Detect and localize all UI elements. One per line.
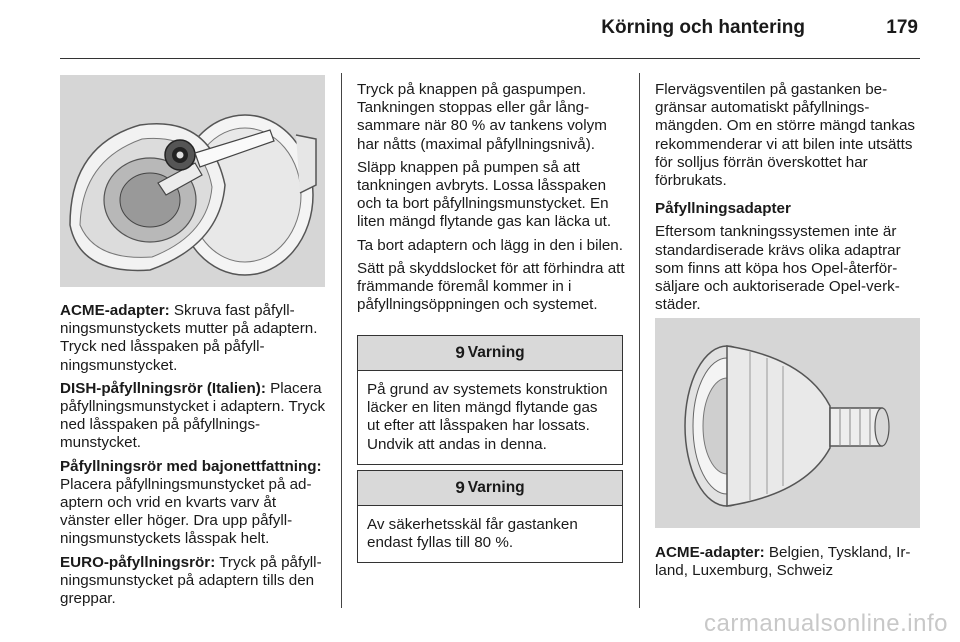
term-label: DISH-påfyllningsrör (Italien): xyxy=(60,379,266,397)
page-header-title: Körning och hantering xyxy=(601,17,805,38)
warning-header xyxy=(358,336,622,371)
fuel-filler-figure xyxy=(60,75,325,287)
paragraph-text: Tryck på påfyllningsmunstycket på adaptern tills den greppar. xyxy=(60,553,322,608)
column-left xyxy=(60,302,328,613)
warning-box xyxy=(357,335,623,465)
term-label: Påfyllningsrör med bajonettfattning: xyxy=(60,457,322,475)
paragraph: Ta bort adaptern och lägg in den i bilen. xyxy=(357,236,623,254)
paragraph xyxy=(60,554,328,609)
column-right xyxy=(655,81,923,319)
warning-header xyxy=(358,471,622,506)
watermark: carmanualsonline.info xyxy=(704,610,948,637)
paragraph: Flervägsventilen på gastanken begränsar automatiskt påfyllningsmängden. Om en större mängd tankas rekommenderar vi att bilen inte utsätts för solljus förrän överskottet har förbrukats. xyxy=(655,81,916,190)
paragraph: Sätt på skyddslocket för att förhindra att främmande föremål kommer in i påfyllningsöppningen och systemet. xyxy=(357,259,625,314)
paragraph xyxy=(655,544,923,580)
paragraph-text: Belgien, Tyskland, Irland, Luxemburg, Schweiz xyxy=(655,544,911,580)
term-label: ACME-adapter: xyxy=(60,302,170,319)
paragraph xyxy=(60,458,328,549)
paragraph xyxy=(60,302,328,375)
paragraph-text: Placera påfyllningsmunstycket på adaptern och vrid en kvarts varv åt vänster eller höger. Dra upp påfyllningsmunstyckets låsspak helt. xyxy=(60,475,312,548)
paragraph: Eftersom tankningssystemen inte är standardiserade krävs olika adaptrar som finns att köpa hos Opel-återförsäljare och auktoriserade Opel-verkstäder. xyxy=(655,223,901,314)
figure-caption xyxy=(655,544,923,585)
paragraph-text: Placera påfyllningsmunstycket i adaptern. Tryck ned låsspaken på påfyllningsmunstycket. xyxy=(60,379,326,452)
warning-title: Varning xyxy=(467,343,525,361)
header-rule xyxy=(60,58,920,59)
paragraph xyxy=(60,380,328,453)
fuel-filler-illustration xyxy=(60,75,325,287)
column-middle xyxy=(357,81,625,319)
page-number: 179 xyxy=(886,17,918,38)
warning-box xyxy=(357,470,623,563)
section-heading: Påfyllningsadapter xyxy=(655,200,791,218)
warning-text: Av säkerhetsskäl får gastanken endast fyllas till 80 %. xyxy=(367,516,578,552)
paragraph: Tryck på knappen på gaspumpen. Tankningen stoppas eller går långsammare när 80 % av tankens volym har nåtts (maximal påfyllningsnivå). xyxy=(357,81,607,153)
acme-adapter-illustration xyxy=(655,318,920,528)
warning-text: På grund av systemets konstruktion läcker en liten mängd flytande gas ut efter att låsspaken har lossats. Undvik att andas in denna. xyxy=(367,381,608,453)
warning-triangle-icon: 9 xyxy=(455,477,465,497)
acme-adapter-figure xyxy=(655,318,920,528)
paragraph-text: Skruva fast påfyllningsmunstyckets mutter på adaptern. Tryck ned låsspaken på påfyllningsmunstycket. xyxy=(60,302,318,374)
warning-title: Varning xyxy=(467,478,525,496)
column-divider xyxy=(341,73,342,608)
term-label: ACME-adapter: xyxy=(655,544,765,561)
warning-triangle-icon: 9 xyxy=(455,342,465,362)
paragraph: Släpp knappen på pumpen så att tankningen avbryts. Lossa låsspaken och ta bort påfyllningsmunstycket. En liten mängd flytande gas kan läcka ut. xyxy=(357,158,612,231)
term-label: EURO-påfyllningsrör: xyxy=(60,553,216,571)
column-divider xyxy=(639,73,640,608)
